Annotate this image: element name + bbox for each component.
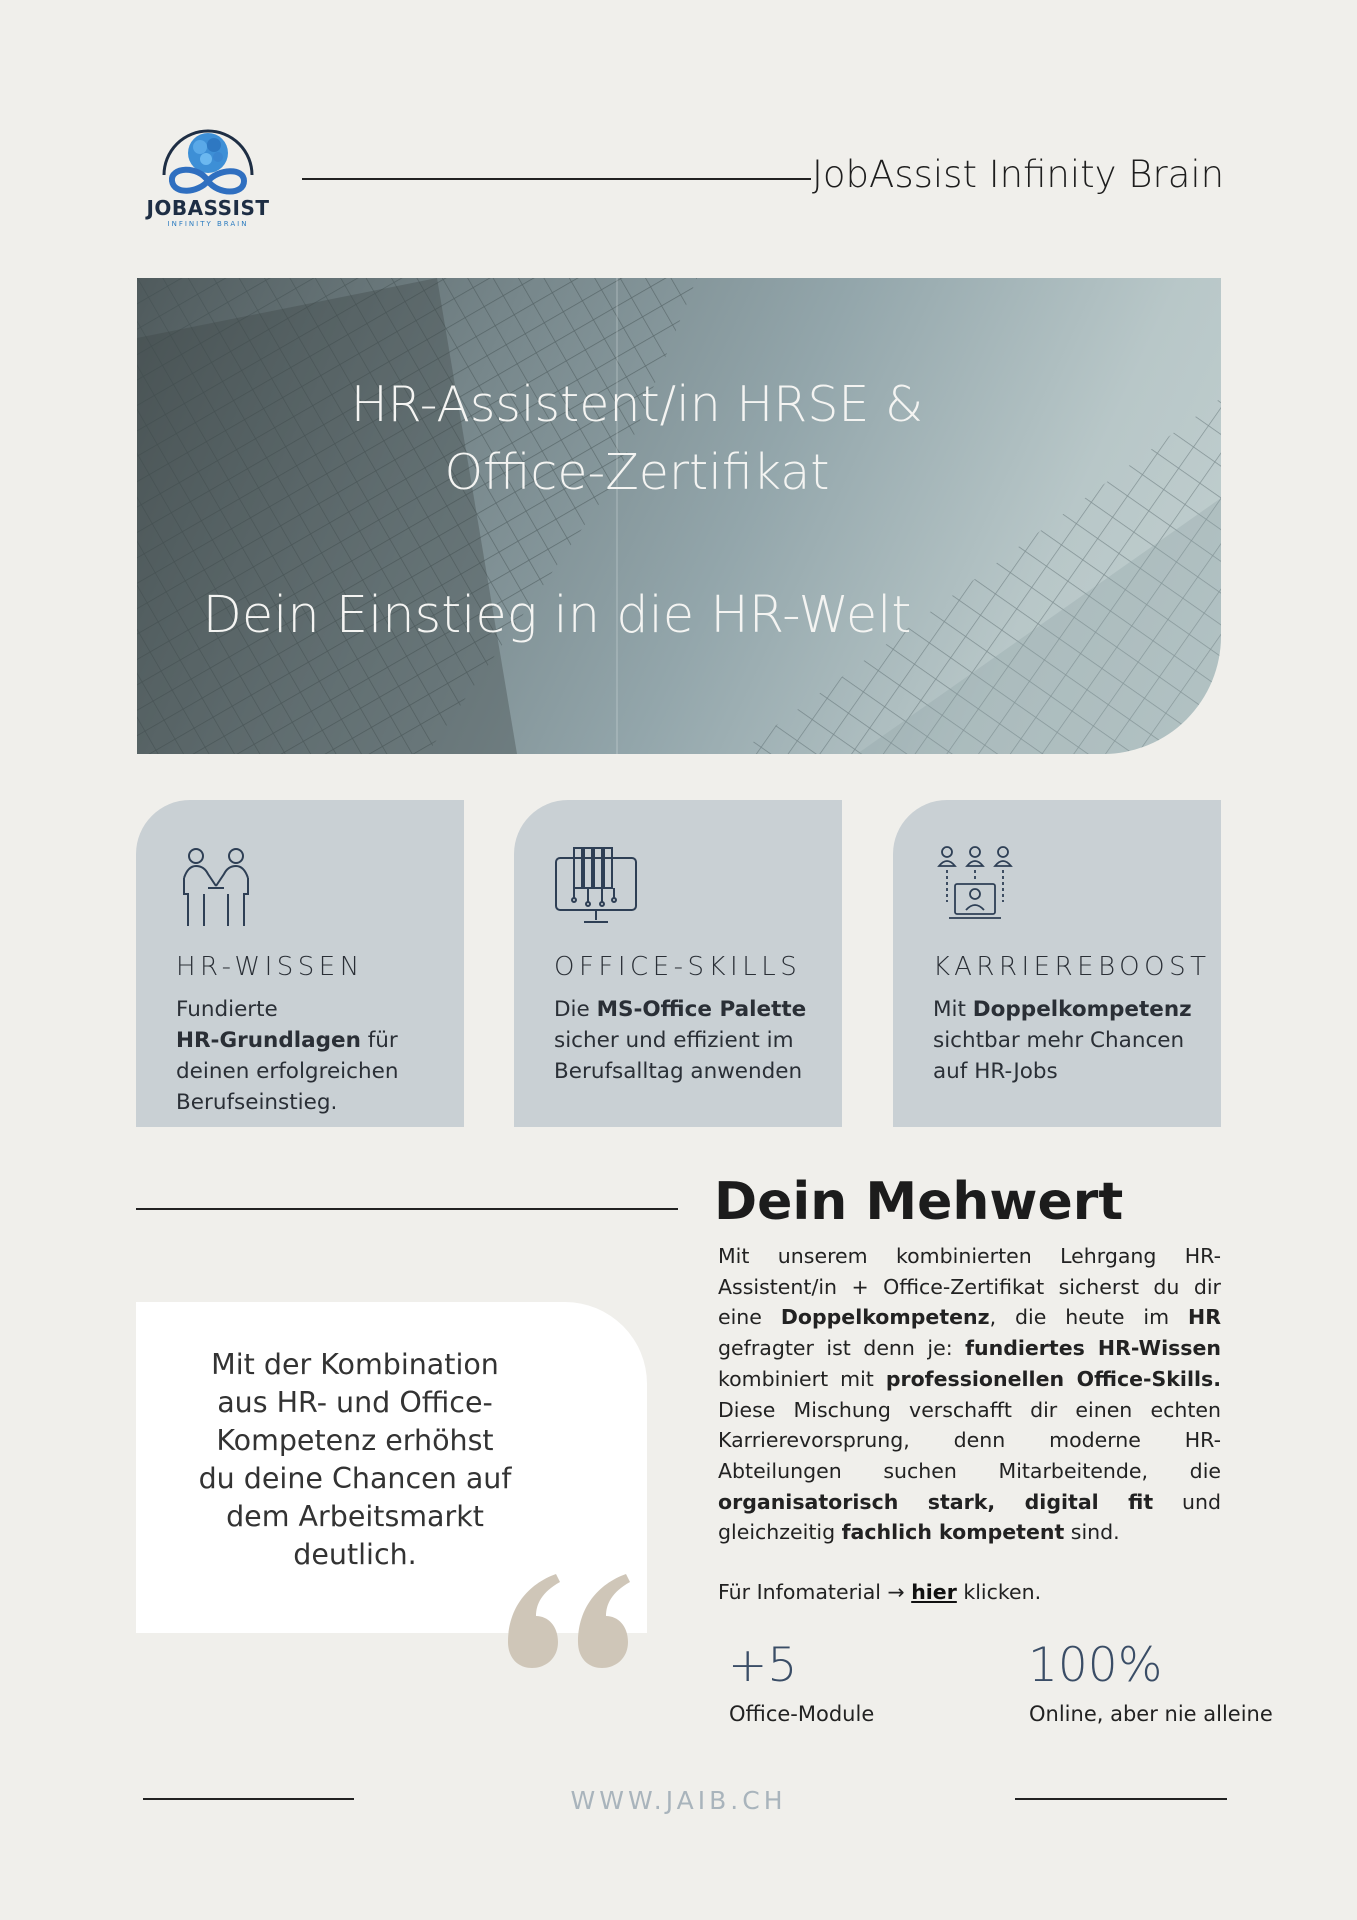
- section-divider: [136, 1208, 678, 1210]
- footer-website-link[interactable]: WWW.JAIB.CH: [570, 1786, 787, 1815]
- office-monitor-icon: [552, 844, 640, 932]
- quote-text: Mit der Kombination aus HR- und Office-Kompetenz erhöhst du deine Chancen auf dem Arbeitsmarkt deutlich.: [198, 1348, 512, 1571]
- brand-title: JobAssist Infinity Brain: [812, 153, 1225, 196]
- hero-banner: [137, 278, 1221, 754]
- card-title: OFFICE-SKILLS: [554, 952, 802, 982]
- header-divider: [302, 178, 811, 180]
- hero-title-line-1: HR-Assistent/in HRSE &: [350, 376, 924, 433]
- section-body-text: Mit unserem kombinierten Lehrgang HR-Assistent/in + Office-Zertifikat sicherst du dir eine Doppelkompetenz, die heute im HR gefragter ist denn je: fundiertes HR-Wissen kombiniert mit professionellen Office-Skills. Diese Mischung verschafft dir einen echten Karrierevorsprung, denn moderne HR-Abteilungen suchen Mitarbeitende, die organisatorisch stark, digital fit und gleichzeitig fachlich kompetent sind.: [718, 1244, 1221, 1545]
- hero-subtitle: Dein Einstieg in die HR-Welt: [202, 586, 912, 645]
- card-description: Fundierte HR-Grundlagen für deinen erfolgreichen Berufseinstieg.: [176, 997, 399, 1115]
- footer-divider-left: [143, 1798, 354, 1800]
- section-title: Dein Mehwert: [714, 1172, 1124, 1232]
- skyscraper-background-image: [137, 278, 1221, 754]
- info-material-link[interactable]: hier: [911, 1580, 957, 1604]
- feature-card-karriereboost: [893, 800, 1221, 1127]
- card-description: Die MS-Office Palette sicher und effizient im Berufsalltag anwenden: [554, 997, 807, 1084]
- logo-wordmark: JOBASSIST: [146, 196, 270, 220]
- career-network-icon: [931, 844, 1019, 932]
- hero-title-line-2: Office-Zertifikat: [444, 444, 830, 501]
- stat-value-office-modules: +5: [728, 1638, 798, 1693]
- logo-subtitle: INFINITY BRAIN: [167, 220, 249, 228]
- card-title: HR-WISSEN: [176, 952, 364, 982]
- info-material-line: Für Infomaterial → hier klicken.: [718, 1580, 1042, 1604]
- stat-label-office-modules: Office-Module: [729, 1702, 875, 1726]
- stat-label-online: Online, aber nie alleine: [1029, 1702, 1273, 1726]
- quote-mark-icon: [498, 1560, 640, 1680]
- feature-card-office-skills: [514, 800, 842, 1127]
- stat-value-online: 100%: [1028, 1638, 1163, 1693]
- footer-divider-right: [1015, 1798, 1227, 1800]
- handshake-people-icon: [174, 844, 262, 932]
- feature-card-hr-wissen: [136, 800, 464, 1127]
- card-description: Mit Doppelkompetenz sichtbar mehr Chancen auf HR-Jobs: [933, 997, 1192, 1084]
- card-title: KARRIEREBOOST: [933, 952, 1211, 982]
